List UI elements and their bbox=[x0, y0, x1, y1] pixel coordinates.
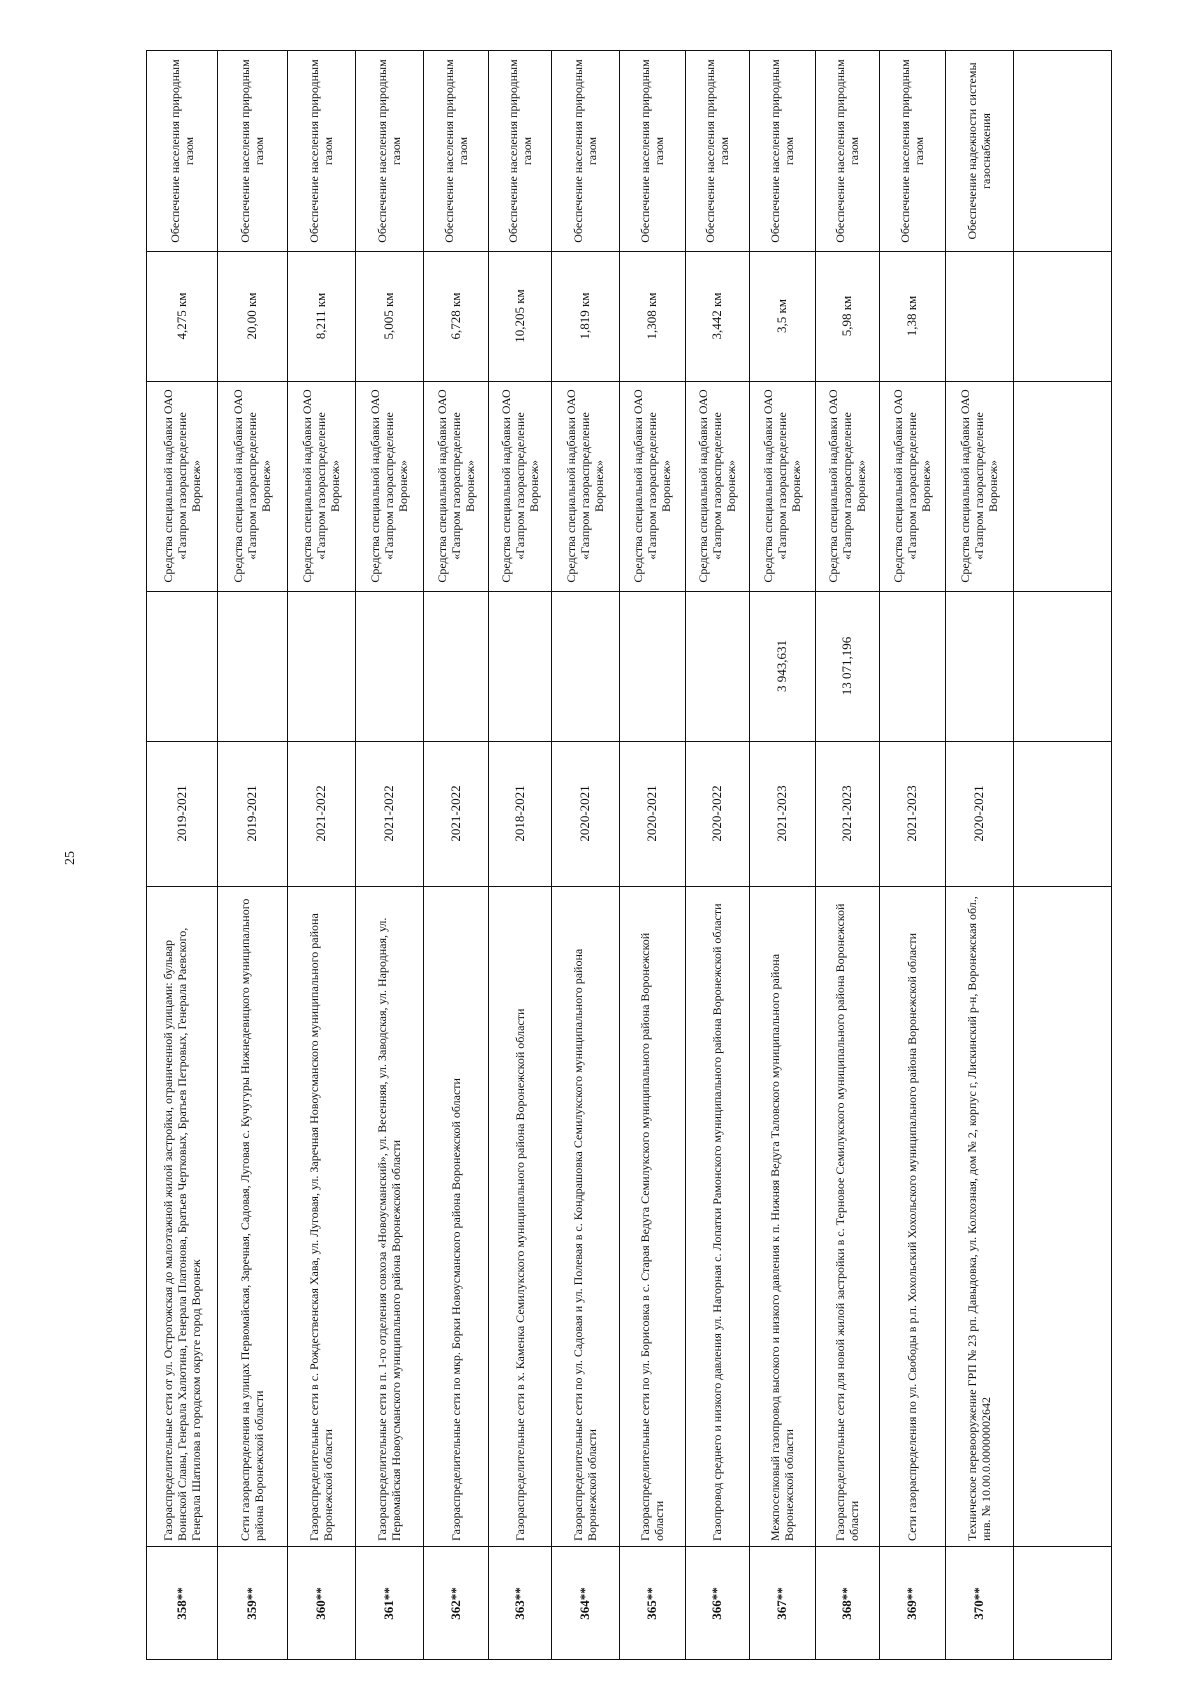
object-name-cell: Сети газораспределения на улицах Первомайская, Заречная, Садовая, Луговая с. Кучугуры Нижнедевицкого муниципального района Воронежской области bbox=[238, 898, 266, 1541]
length-cell: 8,211 км bbox=[313, 292, 328, 340]
length-cell: 6,728 км bbox=[447, 292, 463, 340]
length-cell: 20,00 км bbox=[244, 292, 259, 340]
object-name-cell: Газораспределительные сети в с. Рождественская Хава, ул. Луговая, ул. Заречная Новоусманского муниципального района Воронежской области bbox=[307, 913, 335, 1541]
row-divider bbox=[287, 51, 288, 1659]
length-cell: 1,308 км bbox=[644, 292, 659, 340]
period-cell: 2021-2022 bbox=[447, 785, 463, 842]
length-cell: 10,205 км bbox=[511, 289, 527, 343]
object-name-cell: Газораспределительные сети по ул. Садовая и ул. Полевая в с. Кондрашовка Семилукского муниципального района Воронежской области bbox=[571, 948, 599, 1541]
cost-cell bbox=[950, 596, 1008, 736]
row-divider bbox=[551, 51, 552, 1659]
goal-cell: Обеспечение надежности системы газоснабжения bbox=[965, 62, 993, 240]
period-cell: 2018-2021 bbox=[511, 785, 527, 842]
column-divider bbox=[147, 381, 1111, 382]
goal-cell: Обеспечение населения природным газом bbox=[375, 59, 403, 243]
row-number-cell: 364** bbox=[577, 1587, 592, 1620]
period-cell: 2021-2023 bbox=[839, 785, 854, 842]
data-table bbox=[146, 50, 1112, 1660]
cost-cell bbox=[624, 596, 680, 736]
goal-cell: Обеспечение населения природным газом bbox=[307, 59, 335, 243]
funding-source-cell: Средства специальной надбавки ОАО «Газпром газораспределение Воронеж» bbox=[368, 389, 410, 583]
period-cell: 2021-2023 bbox=[904, 785, 919, 842]
goal-cell: Обеспечение населения природным газом bbox=[505, 59, 534, 243]
funding-source-cell: Средства специальной надбавки ОАО «Газпром газораспределение Воронеж» bbox=[696, 389, 738, 583]
length-cell: 5,005 км bbox=[381, 292, 396, 340]
period-cell: 2019-2021 bbox=[174, 785, 189, 842]
object-name-cell: Газораспределительные сети по мкр. Борки Новоусманского района Воронежской области bbox=[448, 1078, 463, 1541]
row-number-cell: 367** bbox=[774, 1587, 789, 1620]
cost-cell bbox=[152, 596, 212, 736]
length-cell: 4,275 км bbox=[174, 292, 189, 340]
cost-cell bbox=[884, 596, 940, 736]
funding-source-cell: Средства специальной надбавки ОАО «Газпром газораспределение Воронеж» bbox=[498, 389, 541, 583]
column-divider bbox=[147, 251, 1111, 252]
goal-cell: Обеспечение населения природным газом bbox=[638, 59, 666, 243]
goal-cell: Обеспечение населения природным газом bbox=[238, 59, 266, 243]
row-divider bbox=[1013, 51, 1014, 1659]
period-cell: 2020-2021 bbox=[644, 785, 659, 842]
row-divider bbox=[685, 51, 686, 1659]
row-number-cell: 369** bbox=[904, 1587, 919, 1620]
period-cell: 2021-2023 bbox=[774, 785, 789, 842]
period-cell: 2020-2022 bbox=[709, 785, 724, 842]
object-name-cell: Межпоселковый газопровод высокого и низкого давления к п. Нижняя Ведуга Таловского муниципального района Воронежской области bbox=[768, 953, 796, 1541]
object-name-cell: Газораспределительные сети в п. 1-го отделения совхоза «Новоусманский», ул. Весенняя, ул. Заводская, ул. Народная, ул. Первомайская Новоусманского муниципального района Воронежской области bbox=[375, 917, 403, 1541]
goal-cell: Обеспечение населения природным газом bbox=[703, 59, 731, 243]
row-number-cell: 358** bbox=[174, 1587, 189, 1620]
row-number-cell: 366** bbox=[709, 1587, 724, 1620]
object-name-cell: Газораспределительные сети в х. Каменка Семилукского муниципального района Воронежской области bbox=[512, 1008, 527, 1541]
goal-cell: Обеспечение населения природным газом bbox=[168, 59, 196, 243]
row-divider bbox=[423, 51, 424, 1659]
cost-cell bbox=[493, 596, 546, 736]
funding-source-cell: Средства специальной надбавки ОАО «Газпром газораспределение Воронеж» bbox=[231, 389, 273, 583]
row-number-cell: 368** bbox=[839, 1587, 854, 1620]
page-number: 25 bbox=[63, 851, 78, 865]
goal-cell: Обеспечение населения природным газом bbox=[441, 59, 470, 243]
period-cell: 2020-2021 bbox=[577, 785, 592, 842]
goal-cell: Обеспечение населения природным газом bbox=[898, 59, 926, 243]
period-cell: 2019-2021 bbox=[244, 785, 259, 842]
funding-source-cell: Средства специальной надбавки ОАО «Газпром газораспределение Воронеж» bbox=[434, 389, 477, 583]
object-name-cell: Сети газораспределения по ул. Свободы в р.п. Хохольский Хохольского муниципального района Воронежской области bbox=[905, 932, 919, 1541]
cost-cell bbox=[690, 596, 744, 736]
row-number-cell: 360** bbox=[313, 1587, 328, 1620]
row-number-cell: 359** bbox=[244, 1587, 259, 1620]
row-number-cell: 370** bbox=[971, 1587, 986, 1620]
cost-cell bbox=[292, 596, 350, 736]
goal-cell: Обеспечение населения природным газом bbox=[768, 59, 796, 243]
row-number-cell: 363** bbox=[511, 1587, 527, 1620]
object-name-cell: Газораспределительные сети для новой жилой застройки в с. Терновое Семилукского муниципального района Воронежской области bbox=[833, 903, 861, 1541]
length-cell: 3,442 км bbox=[709, 292, 724, 340]
column-divider bbox=[147, 591, 1111, 592]
row-divider bbox=[879, 51, 880, 1659]
cost-cell bbox=[428, 596, 483, 736]
length-cell: 1,819 км bbox=[577, 292, 592, 340]
object-name-cell: Газораспределительные сети по ул. Борисовка в с. Старая Ведуга Семилукского муниципального района Воронежской области bbox=[638, 932, 666, 1541]
funding-source-cell: Средства специальной надбавки ОАО «Газпром газораспределение Воронеж» bbox=[564, 389, 606, 583]
column-divider bbox=[147, 741, 1111, 742]
funding-source-cell: Средства специальной надбавки ОАО «Газпром газораспределение Воронеж» bbox=[958, 389, 1000, 583]
cost-cell bbox=[360, 596, 418, 736]
object-name-cell: Техническое перевооружение ГРП № 23 рп. Давыдовка, ул. Колхозная, дом № 2, корпус г, Лискинский р-н, Воронежская обл., инв. № 10.00.0.00000002642 bbox=[965, 896, 993, 1541]
goal-cell: Обеспечение населения природным газом bbox=[571, 59, 599, 243]
object-name-cell: Газораспределительные сети от ул. Острогожская до малоэтажной жилой застройки, ограниченной улицами: бульвар Воинской Славы, Генерала Халютина, Генерала Платонова, Братьев Чертковых, Братьев Петровых, Генерала Раевского, Генерала Шатилова в городском округе город Воронеж bbox=[161, 927, 203, 1541]
row-divider bbox=[217, 51, 218, 1659]
row-divider bbox=[355, 51, 356, 1659]
length-cell: 3,5 км bbox=[774, 298, 789, 334]
row-divider bbox=[945, 51, 946, 1659]
cost-cell: 13 071,196 bbox=[839, 636, 854, 696]
funding-source-cell: Средства специальной надбавки ОАО «Газпром газораспределение Воронеж» bbox=[891, 389, 933, 583]
goal-cell: Обеспечение населения природным газом bbox=[833, 59, 861, 243]
length-cell: 5,98 км bbox=[839, 295, 854, 337]
funding-source-cell: Средства специальной надбавки ОАО «Газпром газораспределение Воронеж» bbox=[761, 389, 803, 583]
length-cell: 1,38 км bbox=[904, 295, 919, 337]
row-divider bbox=[488, 51, 489, 1659]
period-cell: 2021-2022 bbox=[381, 785, 396, 842]
column-divider bbox=[147, 886, 1111, 887]
row-number-cell: 361** bbox=[381, 1587, 396, 1620]
funding-source-cell: Средства специальной надбавки ОАО «Газпром газораспределение Воронеж» bbox=[161, 389, 203, 583]
funding-source-cell: Средства специальной надбавки ОАО «Газпром газораспределение Воронеж» bbox=[300, 389, 342, 583]
row-divider bbox=[749, 51, 750, 1659]
row-number-cell: 365** bbox=[644, 1587, 659, 1620]
object-name-cell: Газопровод среднего и низкого давления ул. Нагорная с. Лопатки Рамонского муниципального района Воронежской области bbox=[710, 903, 724, 1541]
funding-source-cell: Средства специальной надбавки ОАО «Газпром газораспределение Воронеж» bbox=[631, 389, 673, 583]
cost-cell bbox=[556, 596, 614, 736]
column-divider bbox=[147, 1546, 1111, 1547]
cost-cell bbox=[222, 596, 282, 736]
cost-cell: 3 943,631 bbox=[774, 640, 789, 692]
row-divider bbox=[815, 51, 816, 1659]
row-divider bbox=[619, 51, 620, 1659]
length-cell bbox=[950, 256, 1008, 376]
funding-source-cell: Средства специальной надбавки ОАО «Газпром газораспределение Воронеж» bbox=[826, 389, 868, 583]
row-number-cell: 362** bbox=[447, 1587, 463, 1620]
period-cell: 2020-2021 bbox=[971, 785, 986, 842]
period-cell: 2021-2022 bbox=[313, 785, 328, 842]
